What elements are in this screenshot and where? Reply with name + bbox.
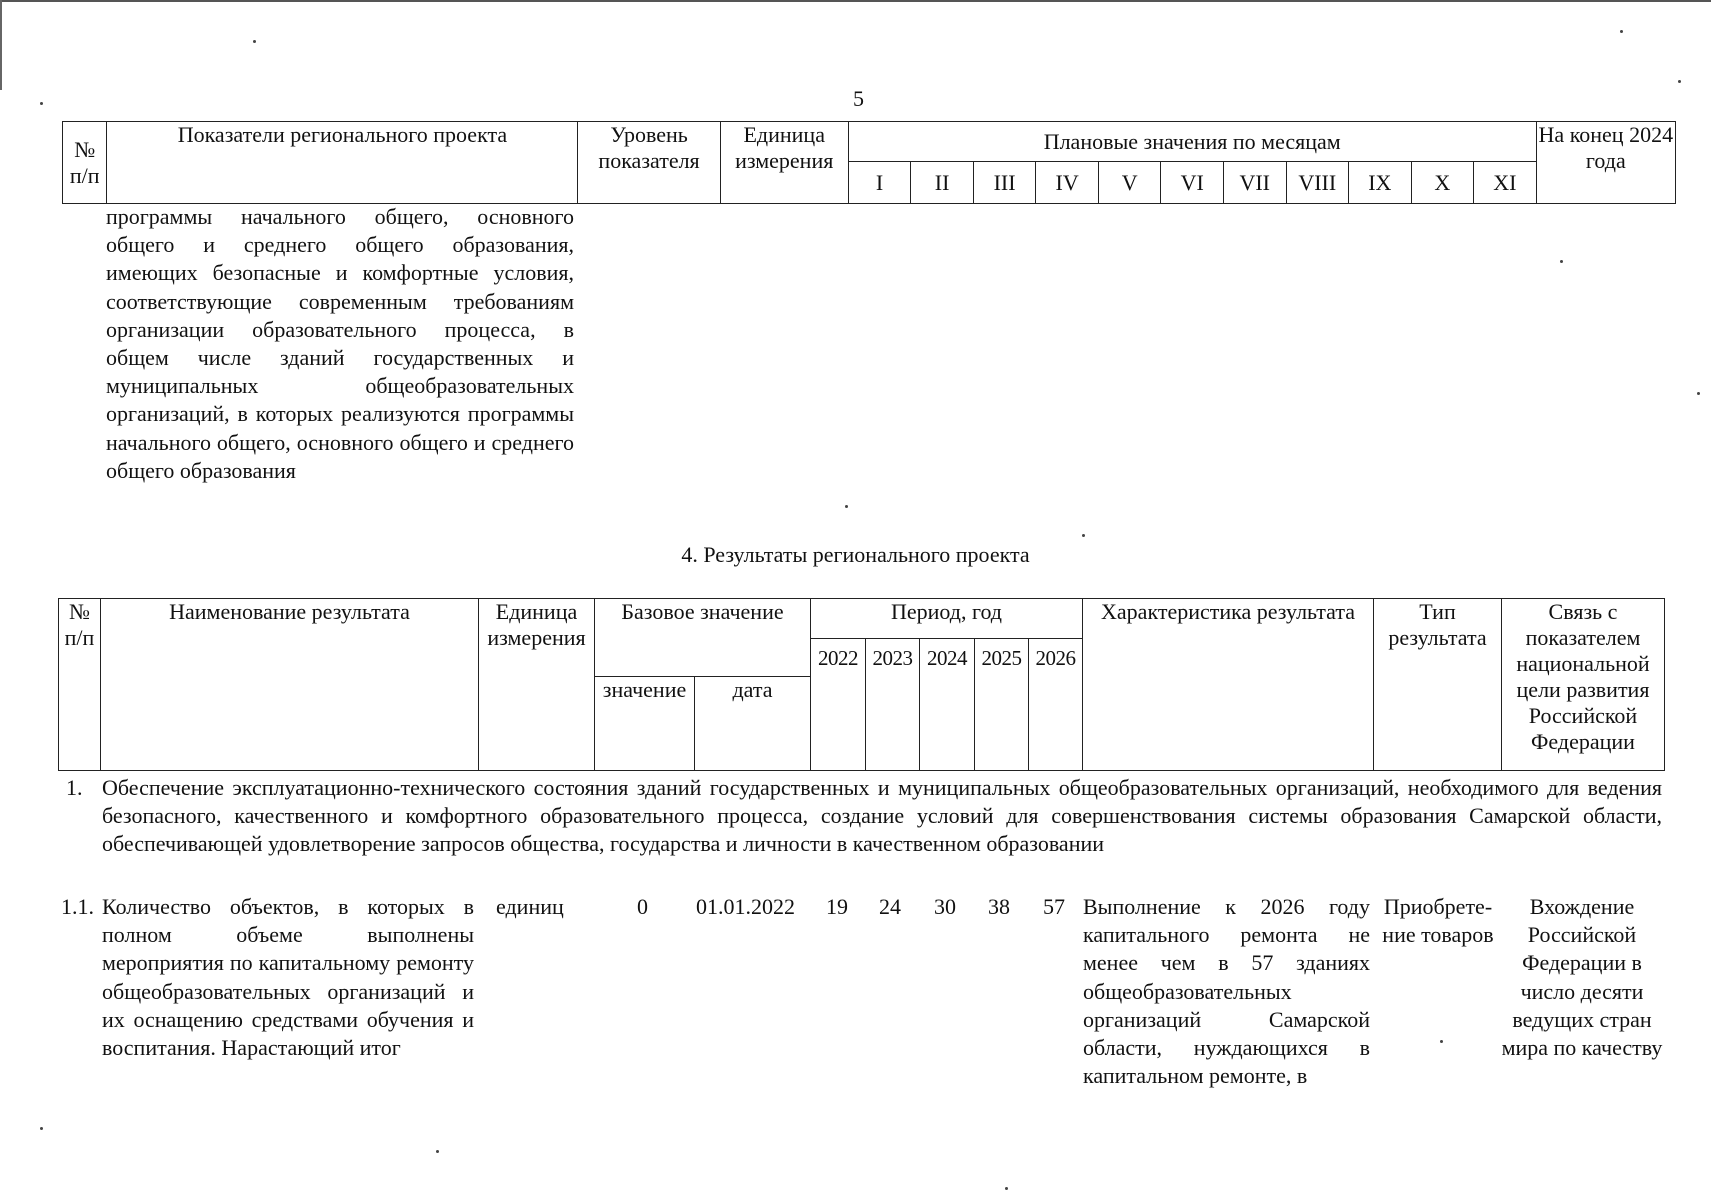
t2-period-header: Период, год [811, 599, 1083, 639]
t2-characteristic-header: Характеристика результата [1083, 599, 1374, 771]
page-border-left [0, 0, 2, 90]
t1-unit-header: Единица измерения [720, 122, 848, 204]
month-header: V [1098, 162, 1161, 204]
result-national-goal-link: Вхождение Российской Федерации в число десяти ведущих стран мира по качеству [1501, 894, 1663, 1061]
page-number: 5 [853, 86, 864, 111]
year-header: 2022 [811, 639, 866, 771]
result-type: Приобрете-ние товаров [1382, 894, 1494, 948]
task-text: Обеспечение эксплуатационно-технического состояния зданий государственных и муниципальных общеобразовательных организаций, необходимого для ведения безопасного, качественного и комфортного образовательного процесса, создание условий для совершенствования системы образования Самарской области, обеспечивающей удовлетворение запросов общества, государства и личности в качественном образовании [102, 775, 1662, 857]
year-header: 2023 [866, 639, 920, 771]
result-unit: единиц [496, 894, 564, 919]
t2-base-value-header: значение [595, 677, 695, 771]
result-year-value: 30 [934, 894, 956, 919]
indicators-table-header [62, 121, 1676, 204]
month-header: VI [1161, 162, 1224, 204]
result-number: 1.1. [61, 894, 94, 919]
month-header: I [848, 162, 911, 204]
result-characteristic: Выполнение к 2026 году капитального ремонта не менее чем в 57 зданиях общеобразовательных организаций Самарской области, нуждающихся в капитальном ремонте, в [1083, 894, 1370, 1089]
t2-link-header: Связь с показателем национальной цели развития Российской Федерации [1502, 599, 1665, 771]
results-table-header [58, 598, 1665, 771]
t2-name-header: Наименование результата [101, 599, 479, 771]
t2-type-header: Тип результата [1374, 599, 1502, 771]
result-base-value: 0 [637, 894, 648, 919]
t1-end-header: На конец 2024 года [1536, 122, 1675, 204]
result-base-date: 01.01.2022 [696, 894, 795, 919]
indicator-continued-text: программы начального общего, основного общего и среднего общего образования, имеющих безопасные и комфортные условия, соответствующие современным требованиям организации образовательного процесса, в общем числе зданий государственных и муниципальных общеобразовательных организаций, в которых реализуются программы начального общего, основного общего и среднего общего образования [106, 204, 574, 483]
year-header: 2024 [920, 639, 975, 771]
section-title: 4. Результаты регионального проекта [681, 542, 1030, 567]
result-year-value: 19 [826, 894, 848, 919]
t1-num-header: № п/п [63, 122, 107, 204]
result-name: Количество объектов, в которых в полном объеме выполнены мероприятия по капитальному ремонту общеобразовательных организаций и их оснащению средствами обучения и воспитания. Нарастающий итог [102, 894, 474, 1061]
month-header: III [973, 162, 1036, 204]
result-year-value: 57 [1043, 894, 1065, 919]
month-header: VIII [1286, 162, 1349, 204]
task-number: 1. [66, 775, 83, 800]
year-header: 2026 [1029, 639, 1083, 771]
month-header: IX [1349, 162, 1412, 204]
result-year-value: 38 [988, 894, 1010, 919]
month-header: X [1411, 162, 1474, 204]
t2-num-header: № п/п [59, 599, 101, 771]
month-header: XI [1474, 162, 1537, 204]
t2-unit-header: Единица измерения [479, 599, 595, 771]
month-header: II [911, 162, 974, 204]
year-header: 2025 [975, 639, 1029, 771]
t2-base-date-header: дата [695, 677, 811, 771]
result-year-value: 24 [879, 894, 901, 919]
t1-planned-header: Плановые значения по месяцам [848, 122, 1536, 162]
page-border-top [0, 0, 1711, 2]
month-header: VII [1223, 162, 1286, 204]
t2-base-header: Базовое значение [595, 599, 811, 677]
t1-indicators-header: Показатели регионального проекта [107, 122, 578, 204]
t1-level-header: Уровень показателя [578, 122, 720, 204]
month-header: IV [1036, 162, 1099, 204]
